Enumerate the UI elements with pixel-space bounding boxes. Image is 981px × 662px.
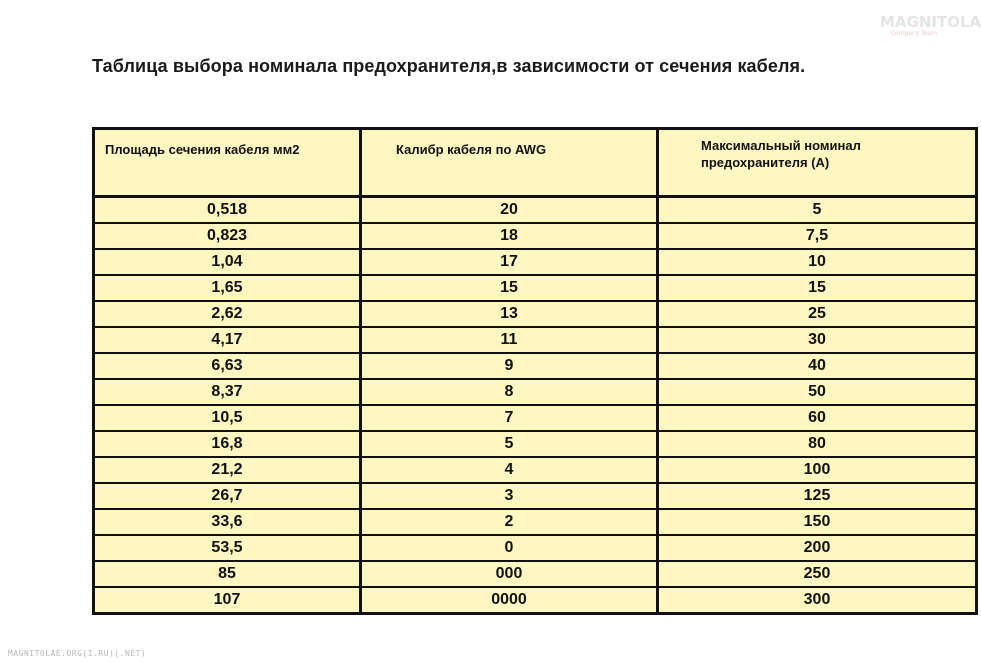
cell-max-fuse-rating: 80	[658, 431, 977, 457]
table-header-row	[94, 129, 977, 197]
table-row	[94, 353, 977, 379]
cell-cable-area: 53,5	[94, 535, 361, 561]
cell-cable-area: 33,6	[94, 509, 361, 535]
cell-cable-area: 16,8	[94, 431, 361, 457]
header-awg-gauge: Калибр кабеля по AWG	[361, 129, 658, 197]
cell-cable-area: 85	[94, 561, 361, 587]
cell-cable-area: 6,63	[94, 353, 361, 379]
cell-awg-gauge: 4	[361, 457, 658, 483]
cell-awg-gauge: 20	[361, 197, 658, 224]
cell-cable-area: 1,65	[94, 275, 361, 301]
cell-awg-gauge: 0000	[361, 587, 658, 614]
page-title: Таблица выбора номинала предохранителя,в зависимости от сечения кабеля.	[92, 56, 806, 76]
cell-max-fuse-rating: 200	[658, 535, 977, 561]
cell-max-fuse-rating: 30	[658, 327, 977, 353]
cell-max-fuse-rating: 60	[658, 405, 977, 431]
header-max-fuse-rating: Максимальный номинал предохранителя (А)	[658, 129, 977, 197]
cell-awg-gauge: 17	[361, 249, 658, 275]
cell-cable-area: 10,5	[94, 405, 361, 431]
cell-max-fuse-rating: 40	[658, 353, 977, 379]
table-row	[94, 405, 977, 431]
table-row	[94, 535, 977, 561]
cell-max-fuse-rating: 300	[658, 587, 977, 614]
cell-awg-gauge: 11	[361, 327, 658, 353]
cell-max-fuse-rating: 7,5	[658, 223, 977, 249]
watermark-logo	[880, 13, 981, 40]
watermark-logo-subtext: Company Team	[890, 30, 938, 37]
cell-cable-area: 4,17	[94, 327, 361, 353]
cell-max-fuse-rating: 5	[658, 197, 977, 224]
cell-awg-gauge: 2	[361, 509, 658, 535]
cell-awg-gauge: 5	[361, 431, 658, 457]
cell-cable-area: 1,04	[94, 249, 361, 275]
cell-max-fuse-rating: 50	[658, 379, 977, 405]
table-row	[94, 561, 977, 587]
cell-awg-gauge: 13	[361, 301, 658, 327]
table-row	[94, 327, 977, 353]
cell-awg-gauge: 7	[361, 405, 658, 431]
cell-max-fuse-rating: 250	[658, 561, 977, 587]
cell-awg-gauge: 15	[361, 275, 658, 301]
cell-max-fuse-rating: 10	[658, 249, 977, 275]
table-row	[94, 223, 977, 249]
cell-awg-gauge: 0	[361, 535, 658, 561]
table-row	[94, 249, 977, 275]
cell-cable-area: 0,518	[94, 197, 361, 224]
cell-cable-area: 2,62	[94, 301, 361, 327]
fuse-selection-table	[92, 127, 978, 615]
table-row	[94, 509, 977, 535]
cell-max-fuse-rating: 100	[658, 457, 977, 483]
table-row	[94, 483, 977, 509]
cell-max-fuse-rating: 150	[658, 509, 977, 535]
table-row	[94, 197, 977, 224]
cell-max-fuse-rating: 125	[658, 483, 977, 509]
cell-max-fuse-rating: 25	[658, 301, 977, 327]
table-row	[94, 379, 977, 405]
table-row	[94, 457, 977, 483]
table-row	[94, 301, 977, 327]
cell-cable-area: 107	[94, 587, 361, 614]
footer-watermark: MAGNITOLAE.ORG(I.RU)(.NET)	[8, 649, 147, 658]
cell-awg-gauge: 3	[361, 483, 658, 509]
table-row	[94, 275, 977, 301]
table-row	[94, 431, 977, 457]
cell-awg-gauge: 9	[361, 353, 658, 379]
watermark-logo-text: MAGNITOLA	[880, 13, 981, 31]
cell-max-fuse-rating: 15	[658, 275, 977, 301]
cell-awg-gauge: 000	[361, 561, 658, 587]
cell-cable-area: 21,2	[94, 457, 361, 483]
cell-awg-gauge: 18	[361, 223, 658, 249]
cell-cable-area: 0,823	[94, 223, 361, 249]
table-body	[94, 129, 977, 614]
header-cable-area: Площадь сечения кабеля мм2	[94, 129, 361, 197]
cell-cable-area: 26,7	[94, 483, 361, 509]
cell-cable-area: 8,37	[94, 379, 361, 405]
cell-awg-gauge: 8	[361, 379, 658, 405]
table-row	[94, 587, 977, 614]
